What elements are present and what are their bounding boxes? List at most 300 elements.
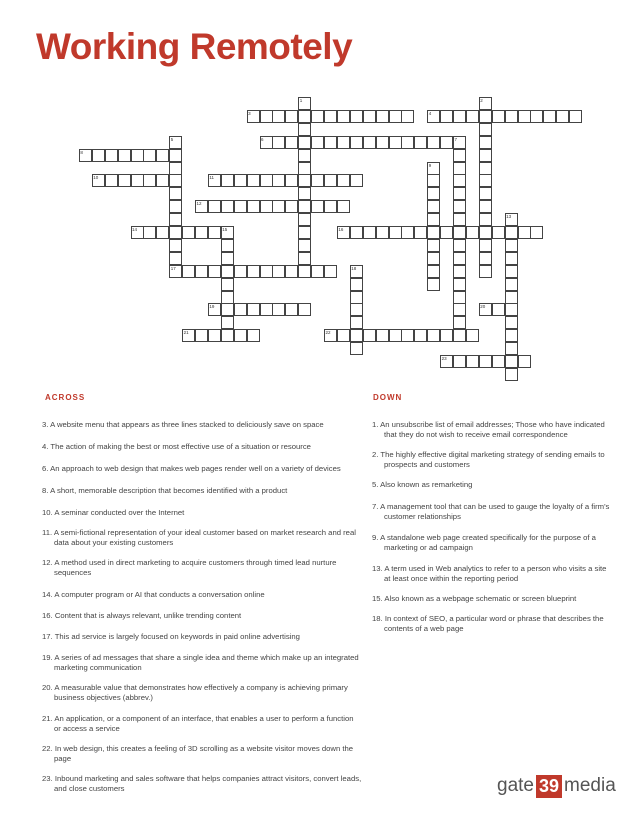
clue-number: 7.	[372, 502, 379, 511]
crossword-cell[interactable]	[505, 265, 518, 278]
crossword-cell[interactable]	[569, 110, 582, 123]
crossword-cell[interactable]	[298, 303, 311, 316]
crossword-cell[interactable]	[543, 110, 556, 123]
crossword-cell[interactable]	[143, 174, 156, 187]
crossword-cell[interactable]	[337, 110, 350, 123]
crossword-cell[interactable]	[453, 174, 466, 187]
crossword-cell[interactable]	[414, 329, 427, 342]
clue-text: A seminar conducted over the Internet	[54, 508, 185, 517]
clue-number: 8.	[42, 486, 49, 495]
crossword-cell[interactable]	[272, 200, 285, 213]
across-clue-20	[42, 683, 362, 703]
across-clue-22	[42, 744, 362, 764]
gate39media-logo	[497, 773, 616, 799]
across-clue-3	[42, 420, 362, 430]
crossword-cell[interactable]	[143, 226, 156, 239]
crossword-cell[interactable]	[285, 303, 298, 316]
down-clue-list	[372, 410, 610, 634]
clue-number: 15.	[372, 594, 383, 603]
clue-number: 17.	[42, 632, 53, 641]
crossword-cell[interactable]	[260, 110, 273, 123]
crossword-cell[interactable]	[427, 278, 440, 291]
crossword-cell[interactable]	[298, 136, 311, 149]
crossword-cell[interactable]	[195, 329, 208, 342]
clue-number-marker: 9	[428, 162, 432, 168]
clue-number: 10.	[42, 508, 53, 517]
crossword-cell[interactable]	[479, 226, 492, 239]
crossword-cell[interactable]	[208, 200, 221, 213]
crossword-cell[interactable]	[221, 265, 234, 278]
crossword-cell[interactable]	[247, 200, 260, 213]
crossword-cell[interactable]	[182, 226, 195, 239]
clue-text: A computer program or AI that conducts a conversation online	[54, 590, 265, 599]
logo-text-left: gate	[497, 775, 534, 796]
logo-text-right: media	[564, 775, 616, 796]
crossword-cell[interactable]	[466, 226, 479, 239]
crossword-cell[interactable]	[376, 110, 389, 123]
clue-number-marker: 10	[93, 175, 99, 181]
clue-text: Inbound marketing and sales software that helps companies attract visitors, convert leads, and close customers	[54, 774, 362, 793]
crossword-cell[interactable]	[350, 303, 363, 316]
crossword-cell[interactable]	[298, 110, 311, 123]
clue-number: 6.	[42, 464, 49, 473]
crossword-cell[interactable]	[169, 162, 182, 175]
clue-number-marker: 1	[299, 98, 303, 103]
clue-number-marker: 2	[480, 98, 483, 103]
crossword-cell[interactable]	[505, 226, 518, 239]
clue-text: The highly effective digital marketing strategy of sending emails to prospects and customers	[380, 450, 605, 469]
down-clue-5	[372, 480, 610, 490]
crossword-cell[interactable]	[156, 149, 169, 162]
crossword-cell[interactable]	[479, 239, 492, 252]
clue-text: A semi-fictional representation of your ideal customer based on market research and real data about your existing customers	[53, 528, 356, 547]
crossword-cell[interactable]	[131, 174, 144, 187]
crossword-cell[interactable]	[518, 355, 531, 368]
clue-text: A term used in Web analytics to refer to a person who visits a site at least once within the reporting period	[384, 564, 607, 583]
clue-number: 1.	[372, 420, 379, 429]
crossword-cell[interactable]	[118, 174, 131, 187]
crossword-cell[interactable]	[337, 329, 350, 342]
down-clue-9	[372, 533, 610, 553]
crossword-cell[interactable]	[479, 265, 492, 278]
crossword-cell[interactable]	[401, 226, 414, 239]
crossword-cell[interactable]	[169, 174, 182, 187]
crossword-cell[interactable]	[272, 265, 285, 278]
crossword-cell[interactable]	[453, 200, 466, 213]
crossword-cell[interactable]	[260, 265, 273, 278]
clue-number-marker: 23	[441, 356, 447, 361]
crossword-cell[interactable]	[453, 252, 466, 265]
across-clue-6	[42, 464, 362, 474]
crossword-cell[interactable]	[260, 174, 273, 187]
crossword-cell[interactable]	[427, 136, 440, 149]
crossword-cell[interactable]	[324, 174, 337, 187]
across-clue-17	[42, 632, 362, 642]
crossword-cell[interactable]	[376, 136, 389, 149]
crossword-cell[interactable]	[479, 162, 492, 175]
crossword-cell[interactable]	[247, 265, 260, 278]
clue-number-marker: 6	[261, 136, 264, 142]
crossword-cell[interactable]	[105, 174, 118, 187]
clue-number: 4.	[42, 442, 49, 451]
crossword-cell[interactable]	[492, 226, 505, 239]
crossword-cell[interactable]	[466, 110, 479, 123]
clue-number: 18.	[372, 614, 383, 623]
crossword-cell[interactable]	[234, 303, 247, 316]
clue-text: A short, memorable description that becomes identified with a product	[50, 486, 288, 495]
clue-number: 16.	[42, 611, 53, 620]
clue-number-marker: 5	[170, 136, 174, 142]
clue-number-marker: 15	[222, 227, 228, 232]
crossword-cell[interactable]	[234, 200, 247, 213]
across-clue-12	[42, 558, 362, 578]
crossword-cell[interactable]	[285, 136, 298, 149]
across-clue-4	[42, 442, 362, 452]
crossword-cell[interactable]	[285, 110, 298, 123]
crossword-cell[interactable]	[195, 265, 208, 278]
down-clue-15	[372, 594, 610, 604]
crossword-cell[interactable]	[389, 110, 402, 123]
clue-number-marker: 8	[80, 149, 83, 155]
crossword-cell[interactable]	[350, 174, 363, 187]
crossword-cell[interactable]	[414, 136, 427, 149]
crossword-cell[interactable]	[427, 200, 440, 213]
crossword-cell[interactable]	[376, 226, 389, 239]
crossword-cell[interactable]	[518, 110, 531, 123]
crossword-cell[interactable]	[363, 329, 376, 342]
down-clue-18	[372, 614, 610, 634]
crossword-cell[interactable]	[311, 174, 324, 187]
crossword-cell[interactable]	[401, 110, 414, 123]
crossword-cell[interactable]	[505, 278, 518, 291]
clue-number-marker: 3	[248, 110, 251, 116]
crossword-cell[interactable]	[414, 226, 427, 239]
down-heading: DOWN	[373, 393, 403, 402]
crossword-cell[interactable]	[311, 110, 324, 123]
clue-number: 22.	[42, 744, 53, 753]
crossword-cell[interactable]	[401, 136, 414, 149]
clue-text: An application, or a component of an interface, that enables a user to perform a function or access a service	[54, 714, 354, 733]
crossword-cell[interactable]	[298, 149, 311, 162]
crossword-cell[interactable]	[221, 291, 234, 304]
crossword-cell[interactable]	[156, 226, 169, 239]
clue-number: 11.	[42, 528, 53, 537]
crossword-cell[interactable]	[389, 136, 402, 149]
crossword-cell[interactable]	[492, 303, 505, 316]
crossword-cell[interactable]	[350, 278, 363, 291]
crossword-cell[interactable]	[453, 213, 466, 226]
crossword-cell[interactable]	[247, 329, 260, 342]
clue-number-marker: 20	[480, 304, 486, 310]
crossword-cell[interactable]	[466, 355, 479, 368]
crossword-cell[interactable]	[401, 329, 414, 342]
crossword-cell[interactable]	[350, 136, 363, 149]
crossword-cell[interactable]	[311, 136, 324, 149]
down-clue-2	[372, 450, 610, 470]
across-clue-8	[42, 486, 362, 496]
clue-number-marker: 22	[325, 330, 331, 336]
crossword-cell[interactable]	[453, 316, 466, 329]
across-clue-23	[42, 774, 362, 794]
down-clue-1	[372, 420, 610, 440]
crossword-cell[interactable]	[143, 149, 156, 162]
crossword-cell[interactable]	[169, 187, 182, 200]
across-clue-16	[42, 611, 362, 621]
crossword-cell[interactable]	[505, 303, 518, 316]
crossword-cell[interactable]	[285, 265, 298, 278]
crossword-cell[interactable]	[298, 200, 311, 213]
crossword-cell[interactable]	[556, 110, 569, 123]
clue-number: 12.	[42, 558, 53, 567]
crossword-cell[interactable]	[505, 342, 518, 355]
crossword-cell[interactable]	[440, 136, 453, 149]
crossword-cell[interactable]	[208, 329, 221, 342]
clue-number: 21.	[42, 714, 53, 723]
crossword-cell[interactable]	[453, 355, 466, 368]
crossword-cell[interactable]	[479, 123, 492, 136]
crossword-cell[interactable]	[247, 303, 260, 316]
crossword-cell[interactable]	[169, 149, 182, 162]
clue-number-marker: 11	[209, 175, 215, 181]
crossword-cell[interactable]	[298, 123, 311, 136]
crossword-cell[interactable]	[169, 213, 182, 226]
crossword-cell[interactable]	[440, 110, 453, 123]
clue-number-marker: 16	[338, 227, 344, 232]
crossword-cell[interactable]	[350, 329, 363, 342]
crossword-cell[interactable]	[247, 174, 260, 187]
crossword-cell[interactable]	[298, 252, 311, 265]
clue-text: This ad service is largely focused on keywords in paid online advertising	[54, 632, 300, 641]
crossword-cell[interactable]	[285, 200, 298, 213]
clue-number-marker: 17	[170, 265, 176, 271]
clue-number-marker: 21	[183, 330, 189, 336]
crossword-cell[interactable]	[298, 265, 311, 278]
crossword-cell[interactable]	[453, 226, 466, 239]
clue-number-marker: 18	[351, 265, 357, 271]
crossword-cell[interactable]	[156, 174, 169, 187]
crossword-cell[interactable]	[505, 368, 518, 381]
crossword-cell[interactable]	[453, 278, 466, 291]
clue-text: A series of ad messages that share a single idea and theme which make up an integrated marketing communication	[54, 653, 359, 672]
crossword-cell[interactable]	[505, 252, 518, 265]
crossword-cell[interactable]	[479, 174, 492, 187]
clue-number: 20.	[42, 683, 53, 692]
across-heading: ACROSS	[45, 393, 86, 402]
clue-text: A method used in direct marketing to acquire customers through timed lead nurture sequences	[54, 558, 337, 577]
crossword-cell[interactable]	[427, 174, 440, 187]
crossword-cell[interactable]	[298, 187, 311, 200]
crossword-cell[interactable]	[350, 226, 363, 239]
clue-number: 23.	[42, 774, 53, 783]
crossword-cell[interactable]	[453, 162, 466, 175]
across-clue-14	[42, 590, 362, 600]
crossword-cell[interactable]	[363, 136, 376, 149]
clue-text: A standalone web page created specifically for the purpose of a marketing or ad campaign	[380, 533, 596, 552]
crossword-cell[interactable]	[363, 226, 376, 239]
crossword-cell[interactable]	[453, 291, 466, 304]
crossword-cell[interactable]	[208, 265, 221, 278]
crossword-cell[interactable]	[272, 110, 285, 123]
crossword-cell[interactable]	[505, 355, 518, 368]
crossword-cell[interactable]	[376, 329, 389, 342]
clue-number: 13.	[372, 564, 383, 573]
crossword-cell[interactable]	[221, 303, 234, 316]
crossword-cell[interactable]	[298, 239, 311, 252]
page-title: Working Remotely	[36, 26, 353, 67]
clue-number-marker: 13	[506, 214, 512, 220]
crossword-cell[interactable]	[221, 329, 234, 342]
crossword-cell[interactable]	[440, 226, 453, 239]
down-clue-13	[372, 564, 610, 584]
clue-text: An approach to web design that makes web pages render well on a variety of devices	[50, 464, 341, 473]
crossword-cell[interactable]	[298, 213, 311, 226]
crossword-cell[interactable]	[208, 226, 221, 239]
crossword-cell[interactable]	[427, 187, 440, 200]
crossword-cell[interactable]	[427, 329, 440, 342]
crossword-cell[interactable]	[311, 265, 324, 278]
clue-text: A website menu that appears as three lines stacked to deliciously save on space	[50, 420, 324, 429]
crossword-cell[interactable]	[221, 239, 234, 252]
clue-number: 19.	[42, 653, 53, 662]
crossword-cell[interactable]	[272, 303, 285, 316]
crossword-cell[interactable]	[169, 226, 182, 239]
crossword-cell[interactable]	[479, 110, 492, 123]
crossword-cell[interactable]	[427, 239, 440, 252]
crossword-cell[interactable]	[337, 174, 350, 187]
crossword-cell[interactable]	[530, 226, 543, 239]
crossword-cell[interactable]	[479, 149, 492, 162]
crossword-cell[interactable]	[234, 174, 247, 187]
down-clue-7	[372, 502, 610, 522]
clue-text: Also known as a webpage schematic or screen blueprint	[384, 594, 577, 603]
crossword-cell[interactable]	[272, 136, 285, 149]
crossword-cell[interactable]	[118, 149, 131, 162]
crossword-cell[interactable]	[311, 200, 324, 213]
crossword-cell[interactable]	[182, 265, 195, 278]
crossword-cell[interactable]	[492, 110, 505, 123]
crossword-cell[interactable]	[221, 252, 234, 265]
clue-number-marker: 19	[209, 304, 215, 310]
crossword-cell[interactable]	[453, 110, 466, 123]
clue-text: In context of SEO, a particular word or phrase that describes the contents of a web page	[384, 614, 604, 633]
crossword-cell[interactable]	[466, 329, 479, 342]
crossword-cell[interactable]	[337, 136, 350, 149]
crossword-cell[interactable]	[505, 329, 518, 342]
clue-number-marker: 12	[196, 201, 202, 207]
crossword-cell[interactable]	[479, 136, 492, 149]
crossword-cell[interactable]	[298, 226, 311, 239]
crossword-cell[interactable]	[350, 291, 363, 304]
clue-number: 9.	[372, 533, 379, 542]
crossword-cell[interactable]	[131, 149, 144, 162]
crossword-cell[interactable]	[453, 265, 466, 278]
clue-text: In web design, this creates a feeling of 3D scrolling as a website visitor moves down the page	[54, 744, 354, 763]
crossword-cell[interactable]	[505, 239, 518, 252]
crossword-cell[interactable]	[234, 329, 247, 342]
crossword-cell[interactable]	[453, 239, 466, 252]
across-clue-21	[42, 714, 362, 734]
crossword-cell[interactable]	[221, 316, 234, 329]
crossword-cell[interactable]	[195, 226, 208, 239]
crossword-cell[interactable]	[530, 110, 543, 123]
across-clue-11	[42, 528, 362, 548]
across-clue-10	[42, 508, 362, 518]
clue-number-marker: 4	[428, 110, 432, 116]
crossword-cell[interactable]	[389, 329, 402, 342]
crossword-cell[interactable]	[453, 329, 466, 342]
crossword-cell[interactable]	[479, 200, 492, 213]
crossword-cell[interactable]	[427, 226, 440, 239]
crossword-cell[interactable]	[285, 174, 298, 187]
crossword-cell[interactable]	[505, 316, 518, 329]
crossword-cell[interactable]	[350, 110, 363, 123]
crossword-cell[interactable]	[105, 149, 118, 162]
clue-number: 5.	[372, 480, 379, 489]
crossword-cell[interactable]	[169, 200, 182, 213]
crossword-cell[interactable]	[479, 252, 492, 265]
crossword-cell[interactable]	[337, 200, 350, 213]
crossword-cell[interactable]	[260, 200, 273, 213]
clue-text: The action of making the best or most effective use of a situation or resource	[50, 442, 311, 451]
across-clue-19	[42, 653, 362, 673]
crossword-cell[interactable]	[479, 187, 492, 200]
crossword-cell[interactable]	[298, 174, 311, 187]
logo-number-box: 39	[536, 775, 562, 798]
clue-text: A management tool that can be used to gauge the loyalty of a firm's customer relationships	[380, 502, 610, 521]
crossword-cell[interactable]	[453, 303, 466, 316]
crossword-cell[interactable]	[505, 110, 518, 123]
crossword-cell[interactable]	[479, 355, 492, 368]
crossword-cell[interactable]	[479, 213, 492, 226]
crossword-cell[interactable]	[492, 355, 505, 368]
crossword-cell[interactable]	[427, 265, 440, 278]
crossword-cell[interactable]	[324, 110, 337, 123]
crossword-cell[interactable]	[260, 303, 273, 316]
clue-text: An unsubscribe list of email addresses; Those who have indicated that they do not wish to receive email correspondence	[380, 420, 605, 439]
clue-text: Also known as remarketing	[380, 480, 473, 489]
crossword-cell[interactable]	[440, 329, 453, 342]
crossword-cell[interactable]	[169, 252, 182, 265]
crossword-cell[interactable]	[453, 187, 466, 200]
crossword-cell[interactable]	[298, 162, 311, 175]
crossword-cell[interactable]	[453, 149, 466, 162]
crossword-cell[interactable]	[272, 174, 285, 187]
crossword-cell[interactable]	[234, 265, 247, 278]
crossword-cell[interactable]	[350, 316, 363, 329]
crossword-cell[interactable]	[324, 136, 337, 149]
crossword-cell[interactable]	[427, 213, 440, 226]
crossword-cell[interactable]	[324, 265, 337, 278]
crossword-cell[interactable]	[518, 226, 531, 239]
clue-number-marker: 7	[454, 136, 458, 142]
crossword-cell[interactable]	[169, 239, 182, 252]
crossword-grid	[0, 0, 640, 390]
crossword-cell[interactable]	[350, 342, 363, 355]
clue-text: A measurable value that demonstrates how effectively a company is achieving primary business objectives (abbrev.)	[54, 683, 348, 702]
crossword-cell[interactable]	[221, 200, 234, 213]
clue-number: 2.	[372, 450, 379, 459]
crossword-cell[interactable]	[221, 278, 234, 291]
crossword-cell[interactable]	[92, 149, 105, 162]
crossword-cell[interactable]	[505, 291, 518, 304]
crossword-cell[interactable]	[324, 200, 337, 213]
crossword-cell[interactable]	[427, 252, 440, 265]
clue-number-marker: 14	[132, 227, 138, 232]
crossword-cell[interactable]	[221, 174, 234, 187]
crossword-cell[interactable]	[389, 226, 402, 239]
crossword-cell[interactable]	[363, 110, 376, 123]
clue-text: Content that is always relevant, unlike trending content	[54, 611, 242, 620]
